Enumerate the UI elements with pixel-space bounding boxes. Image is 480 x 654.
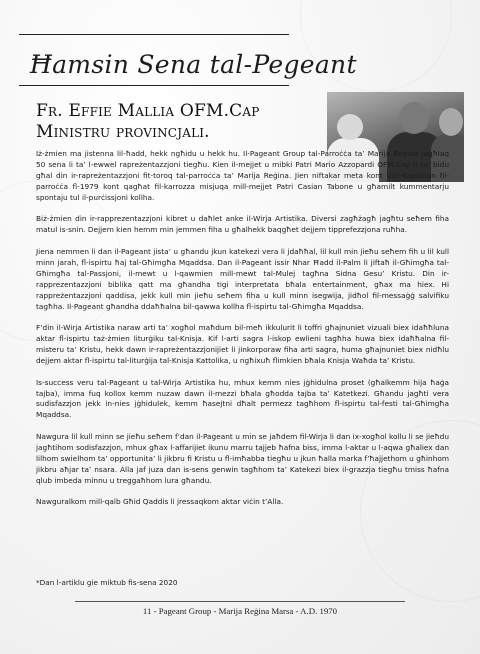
author-name: Fr. Effie Mallia OFM.Cap: [36, 101, 260, 121]
paragraph: Biż-żmien din ir-rapprezentazzjoni kibret u daħlet anke il-Wirja Artistika. Diversi zagħżagħ jagħtu seħem fiha matul is-snin. Dejjem kien hemm min jemmen fiha u għalhekk baqgħet dejjem tipprefezzjona ruħha.: [36, 214, 449, 235]
article-body: [36, 149, 449, 519]
paragraph: F’din il-Wirja Artistika naraw arti ta’ xogħol maħdum bil-meħ ikkulurit li toffri għajnuniet vizuali biex idaħħluna aktar fl-ispirtu taż-żmien liturġiku tal-Knisja. Kif l-arti sagra l-iskop ewlieni tagħha huwa biex idaħħalna fil-misteru ta’ Kristu, hekk dawn ir-rapreżentazzjonijiet li jinkorporaw fiha arti sagra, huma għajnuniet biex nidħlu dejjem aktar fl-ispirtu tal-liturġija tal-Knisja Kattolika, u ngħixuħ flimkien bħala Knisja Waħda ta’ Kristu.: [36, 323, 449, 366]
paragraph: Nawgura lil kull minn se jieħu seħem f’dan il-Pageant u min se jaħdem fil-Wirja li dan ix-xogħol kollu li se jieħdu jagħtihom sodisfazzjon, mhux għax l-affarijiet ikunu marru tajjeb ħafna biss, imma l-aktar u l-aqwa għaliex dan lilhom swielhom ta’ opportunita’ li jikbru fi Kristu u fl-imħabba tiegħu u jkun ħalla marka f’ħajjethom u għinhom jikbru aħjar ta’ nsara. Alla jaf juza dan is-sens genwin tagħhom ta’ Katekezi biex il-grazzja tiegħu tmiss ħafna qlub imbeda minnu u treggaħhom lura għandu.: [36, 431, 449, 485]
page-footer: 11 - Pageant Group - Marija Reġina Marsa - A.D. 1970: [142, 606, 338, 616]
footnote: *Dan l-artiklu gie miktub fis-sena 2020: [36, 578, 178, 587]
footer-divider: [75, 601, 405, 602]
paragraph: Iż-żmien ma jistenna lil-ħadd, hekk ngħidu u hekk hu. Il-Pageant Group tal-Parroċċa ta’ Marija Reġina jagħlaq 50 sena li ta’ l-ewwel rapreżentazzjoni tiegħu. Kien il-mejjet u mibki Patri Mario Azzopardi OFM.Cap li ta’ bidu għal din ir-rapreżentazzjoni fit-toroq tal-parroċċa ta’ Marija Reġina. Jien niftakar meta kont Viċi-Kappillan fil-parroċċa fl-1979 kont qagħat fil-karrozza misjuqa mill-mejjet Patri Casian Tabone u għamilt kummentarju spontaju tul il-purċissjoni kollha.: [36, 149, 449, 202]
paragraph: Is-success veru tal-Pageant u tal-Wirja Artistika hu, mhux kemm nies jġhidulna proset (għalkemm hija ħaġa tajba), imma fuq kollox kemm nuzaw dawn il-mezzi bħala għodda tajba ta’ Katetkezi. Għandu jagħti vera sudisfazzjon jekk in-nies jġhidulek, kemm ħasejtni dħalt permezz tagħhom fl-ispirtu tal-festi tal-Għimgħa Mqaddsa.: [36, 377, 449, 420]
paragraph: Jiena nemmen li dan il-Pageant jista’ u għandu jkun katekezi vera li jdaħħal, lil kull min jieħu seħem fih u lil kull minn jarah, fl-ispirtu ħaj tal-Għimgħa Mqaddsa. Dan il-Pageant issir Nhar Ħadd il-Palm li jiftaħ il-Għimgħa tal-Għimgħa tal-Passjoni, il-mewt u l-qawmien mill-mewt tal-Mulej tagħna Sidna Gesu’ Kristu. Din ir-rapprezentazzjoni biblika qatt ma għandha tigi interpretata bħala entertainment, għax ma hiex. Hi rappreżentazzjoni qaddisa, jekk kull min jieħu seħem fiha u kull minn isegwija, jidħol fil-messaġġ salvifiku tagħha. Il-Pageant għandha ddaħħalna bil-qawwa kollha fl-ispirtu tal-Għimgħa Mqaddsa.: [36, 246, 449, 311]
paragraph: Nawguralkom mill-qalb Għid Qaddis li jressaqkom aktar viċin t’Alla.: [36, 497, 284, 507]
author-role: Ministru provincjali.: [36, 122, 210, 142]
page-title: Ħamsin Sena tal-Pegeant: [30, 50, 357, 79]
